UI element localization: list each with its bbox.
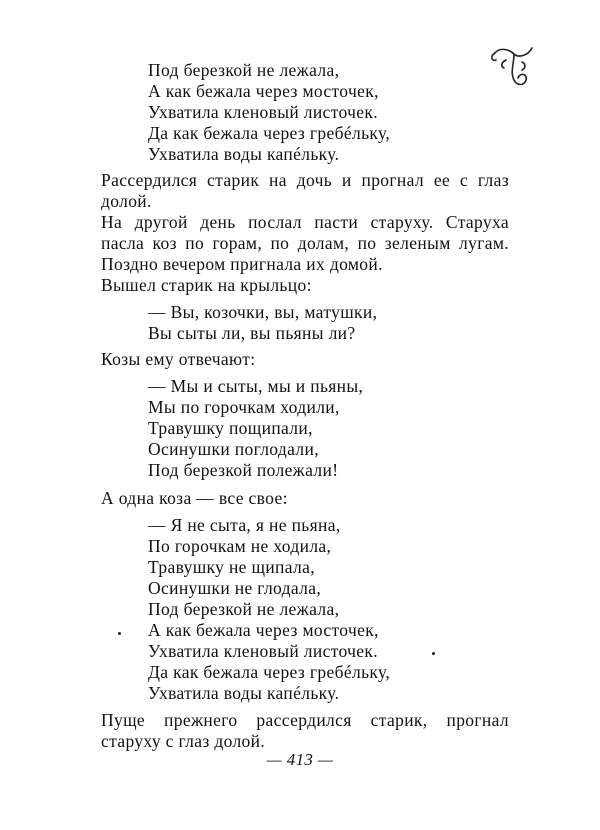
verse-line: Ухватила кленовый листочек.: [148, 641, 378, 661]
verse-line: Под березкой не лежала,: [148, 599, 340, 619]
verse-line: Ухватила воды капéльку.: [148, 144, 340, 164]
verse-line: Под березкой полежали!: [148, 460, 339, 480]
verse-line: Травушку пощипали,: [148, 418, 313, 438]
print-speck: [118, 632, 121, 635]
prose-line: Пуще прежнего рассердился старик, прогнал: [101, 710, 509, 730]
verse-line: Осинушки не глодала,: [148, 578, 322, 598]
prose-line: старуху с глаз долой.: [101, 731, 266, 751]
print-speck: [432, 652, 435, 655]
verse-line: Вы сыты ли, вы пьяны ли?: [148, 323, 356, 343]
verse-line: Ухватила кленовый листочек.: [148, 102, 378, 122]
verse-line: — Я не сыта, я не пьяна,: [148, 515, 341, 535]
prose-line: Вышел старик на крыльцо:: [101, 275, 312, 295]
flourish-ornament-icon: [484, 40, 540, 96]
verse-line: — Мы и сыты, мы и пьяны,: [148, 376, 364, 396]
prose-line: Рассердился старик на дочь и прогнал ее с глаз: [101, 170, 509, 190]
verse-line: По горочкам не ходила,: [148, 536, 332, 556]
verse-line: Осинушки поглодали,: [148, 439, 319, 459]
verse-line: А как бежала через мосточек,: [148, 81, 379, 101]
prose-line: пасла коз по горам, по долам, по зеленым лугам.: [101, 233, 509, 253]
verse-line: Травушку не щипала,: [148, 557, 315, 577]
prose-line: А одна коза — все свое:: [101, 488, 288, 508]
verse-line: Ухватила воды капéльку.: [148, 683, 340, 703]
prose-line: Поздно вечером пригнала их домой.: [101, 254, 383, 274]
verse-line: Да как бежала через гребéльку,: [148, 123, 391, 143]
verse-line: Мы по горочкам ходили,: [148, 397, 340, 417]
prose-line: На другой день послал пасти старуху. Старуха: [101, 212, 509, 232]
prose-line: Козы ему отвечают:: [101, 349, 256, 369]
page-number: — 413 —: [266, 750, 334, 769]
prose-line: долой.: [101, 191, 152, 211]
verse-line: Под березкой не лежала,: [148, 60, 340, 80]
verse-line: А как бежала через мосточек,: [148, 620, 379, 640]
verse-line: — Вы, козочки, вы, матушки,: [148, 302, 378, 322]
verse-line: Да как бежала через гребéльку,: [148, 662, 391, 682]
